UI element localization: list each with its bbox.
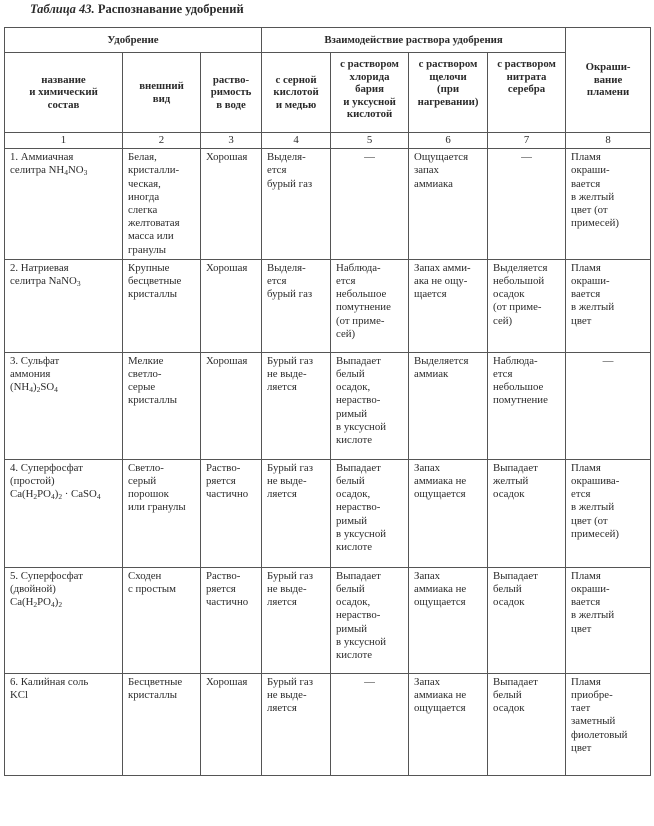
flame-cell: Пламя окраши- вается в желтый цвет [566,259,651,352]
column-number: 8 [566,133,651,149]
h2so4-cu-cell: Бурый газ не выде- ляется [262,673,331,775]
appearance-cell: Крупные бесцветные кристаллы [123,259,201,352]
formula: $(NH_4)_2SO_4$ [10,381,58,395]
flame-cell: Пламя приобре- тает заметный фиолетовый цвет [566,673,651,775]
formula: $Ca(H_2PO_4)_2$ [10,596,63,610]
table-row [5,673,651,775]
alkali-cell: Выделяется аммиак [409,352,488,459]
flame-cell: Пламя окрашива- ется в желтый цвет (от примесей) [566,459,651,567]
appearance-cell: Бесцветные кристаллы [123,673,201,775]
h2so4-cu-cell: Бурый газ не выде- ляется [262,567,331,673]
agno3-cell: Выпадает желтый осадок [488,459,566,567]
table-row [5,149,651,260]
agno3-cell: Выпадает белый осадок [488,673,566,775]
solubility-cell: Раство- ряется частично [201,459,262,567]
alkali-cell: Запах амми- ака не ощу- щается [409,259,488,352]
caption-label: Таблица 43. [30,2,95,16]
table-row [5,259,651,352]
bacl2-cell: — [331,673,409,775]
header-flame: Окраши- вание пламени [566,28,651,133]
bacl2-cell: Выпадает белый осадок, нераство- римый в уксусной кислоте [331,567,409,673]
flame-cell: Пламя окраши- вается в желтый цвет (от примесей) [566,149,651,260]
formula: $Ca(H_2PO_4)_2$ · CaSO$_4$ [10,488,101,502]
column-number: 1 [5,133,123,149]
formula: селитра NaNO$_3$ [10,275,81,289]
column-number: 6 [409,133,488,149]
flame-cell: Пламя окраши- вается в желтый цвет [566,567,651,673]
table-row [5,352,651,459]
h2so4-cu-cell: Бурый газ не выде- ляется [262,459,331,567]
agno3-cell: Выделяется небольшой осадок (от приме- сей) [488,259,566,352]
alkali-cell: Запах аммиака не ощущается [409,459,488,567]
header-agno3: с раствором нитрата серебра [488,53,566,133]
header-appearance: внешний вид [123,53,201,133]
header-fertilizer: Удобрение [5,28,262,53]
column-number: 3 [201,133,262,149]
fertilizer-name: 2. Натриевая селитра NaNO$_3$ [5,259,123,352]
agno3-cell: Наблюда- ется небольшое помутнение [488,352,566,459]
table-row [5,459,651,567]
header-bacl2: с раствором хлорида бария и уксусной кислотой [331,53,409,133]
column-number: 2 [123,133,201,149]
agno3-cell: Выпадает белый осадок [488,567,566,673]
bacl2-cell: — [331,149,409,260]
column-number: 5 [331,133,409,149]
appearance-cell: Сходен с простым [123,567,201,673]
solubility-cell: Хорошая [201,673,262,775]
table-row [5,567,651,673]
h2so4-cu-cell: Выделя- ется бурый газ [262,259,331,352]
alkali-cell: Запах аммиака не ощущается [409,673,488,775]
header-h2so4-cu: с серной кислотой и медью [262,53,331,133]
appearance-cell: Светло- серый порошок или гранулы [123,459,201,567]
formula: селитра $NH_4NO_3$ [10,164,88,178]
bacl2-cell: Выпадает белый осадок, нераство- римый в уксусной кислоте [331,352,409,459]
column-number: 7 [488,133,566,149]
solubility-cell: Хорошая [201,352,262,459]
header-interaction: Взаимодействие раствора удобрения [262,28,566,53]
agno3-cell: — [488,149,566,260]
appearance-cell: Белая, кристалли- ческая, иногда слегка желтоватая масса или гранулы [123,149,201,260]
header-alkali: с раствором щелочи (при нагревании) [409,53,488,133]
solubility-cell: Хорошая [201,259,262,352]
bacl2-cell: Наблюда- ется небольшое помутнение (от приме- сей) [331,259,409,352]
table-caption [30,2,244,17]
bacl2-cell: Выпадает белый осадок, нераство- римый в уксусной кислоте [331,459,409,567]
flame-cell: — [566,352,651,459]
solubility-cell: Раство- ряется частично [201,567,262,673]
h2so4-cu-cell: Выделя- ется бурый газ [262,149,331,260]
fertilizer-name: 5. Суперфосфат (двойной) $Ca(H_2PO_4)_2$ [5,567,123,673]
alkali-cell: Ощущается запах аммиака [409,149,488,260]
alkali-cell: Запах аммиака не ощущается [409,567,488,673]
column-number: 4 [262,133,331,149]
header-solubility: раство- римость в воде [201,53,262,133]
column-numbers-row [5,133,651,149]
fertilizer-name: 4. Суперфосфат (простой) $Ca(H_2PO_4)_2$ · CaSO$_4$ [5,459,123,567]
fertilizer-name: 3. Сульфат аммония $(NH_4)_2SO_4$ [5,352,123,459]
appearance-cell: Мелкие светло- серые кристаллы [123,352,201,459]
fertilizer-name: 6. Калийная соль KCl [5,673,123,775]
h2so4-cu-cell: Бурый газ не выде- ляется [262,352,331,459]
fertilizer-name: 1. Аммиачная селитра $NH_4NO_3$ [5,149,123,260]
fertilizer-table [4,27,651,776]
formula: KCl [10,689,28,702]
header-name: название и химический состав [5,53,123,133]
solubility-cell: Хорошая [201,149,262,260]
caption-title: Распознавание удобрений [97,2,244,16]
